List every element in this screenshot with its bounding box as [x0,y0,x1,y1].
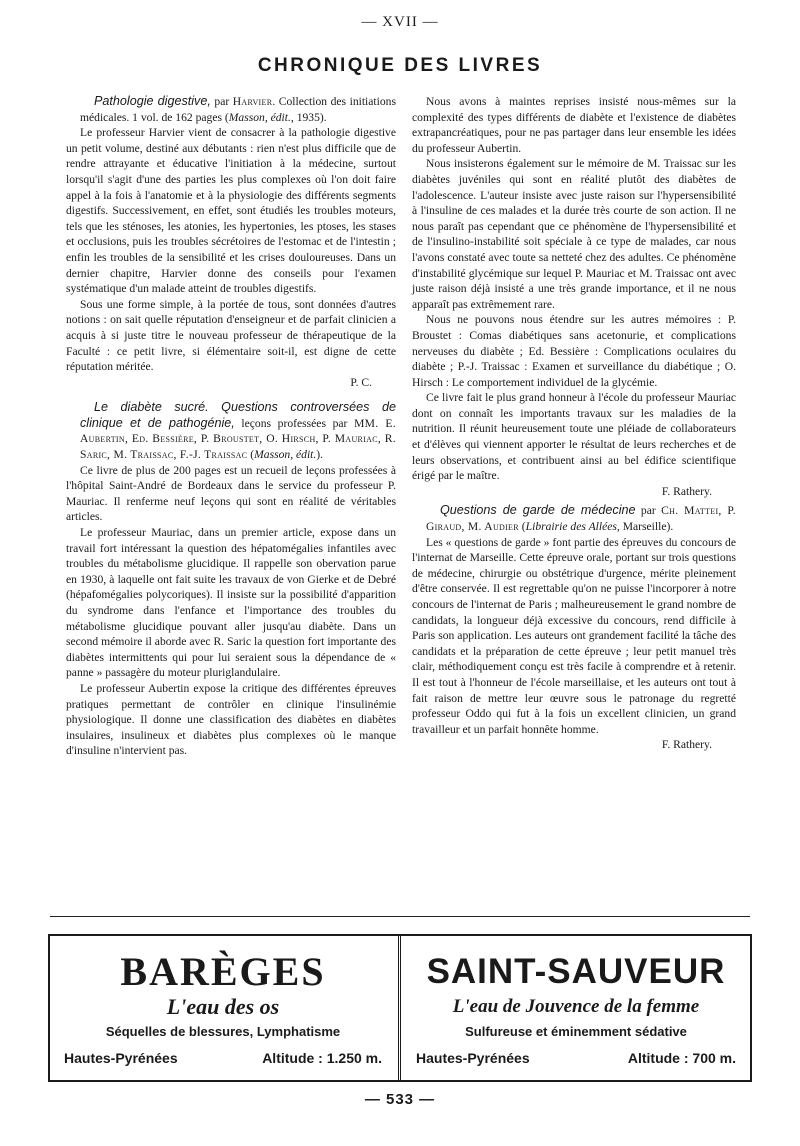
book-publisher: Librairie des Allées [525,520,617,534]
book-authors: MM. E. Aubertin, Ed. Bessière, P. Broustet, O. Hirsch, P. Mauriac, R. Saric, M. Traissac, F.-J. Traissac [80,416,396,462]
review-paragraph: Nous insisterons également sur le mémoire de M. Traissac sur les diabètes juvéniles qui sont en réalité plutôt des diabètes de l'adolescence. L'auteur insiste avec juste raison sur l'hypersensibilité à l'insuline de ces malades et la durée très courte de son action. Il ne nous paraît pas cependant que ce phénomène de l'hypersensibilité et de l'insulino-instabilité soit spéciale à ce type de malades, car nous l'avons constaté avec toute sa netteté chez des adultes. Ce phénomène d'instabilité glycémique sur lequel P. Mauriac et M. Traissac ont avec juste raison déjà insisté a une très grande importance, et il ne nous apparaît pas extrêmement rare. [412,157,736,311]
review-diabete-sucre-continued [412,94,736,499]
review-signature: P. C. [350,375,372,389]
book-author: Harvier [232,95,273,108]
ad-region: Hautes-Pyrénées [64,1050,178,1066]
heading-text: , 1935). [290,110,327,124]
ad-description: Séquelles de blessures, Lymphatisme [105,1024,341,1039]
book-title: Pathologie digestive, [94,94,211,108]
advertisement-bareges [52,936,394,1080]
right-column [412,94,736,753]
roman-page-number: — XVII — [361,14,439,30]
section-divider [50,916,750,917]
heading-text: ). [316,448,324,462]
review-heading [66,94,396,125]
review-pathologie-digestive [66,94,396,390]
heading-text: , Marseille). [616,520,674,534]
review-signature: F. Rathery. [661,738,712,752]
book-title: Questions de garde de médecine [440,503,636,518]
heading-text: . Collection des initiations médicales. 1 vol. de 162 pages ( [80,95,396,124]
ad-altitude: Altitude : 700 m. [627,1050,736,1066]
review-paragraph: Nous ne pouvons nous étendre sur les autres mémoires : P. Broustet : Comas diabétiques sans acetonurie, et complications nerveuses du diabète ; Ed. Bessière : Complications oculaires du diabète ; P.-J. Traissac : Examen et surveillance du diabétique ; O. Hirsch : Le comportement individuel de la glycémie. [412,313,736,389]
review-signature: F. Rathery. [661,484,712,498]
book-publisher: Masson, édit. [254,448,317,462]
heading-text: leçons professées par [234,416,355,430]
heading-text: ( [518,520,526,534]
advertisement-saint-sauveur [404,936,748,1080]
review-paragraph: Le professeur Aubertin expose la critique des différentes épreuves pratiques permettant de contrôler en clinique l'insulinémie physiologique. Il donne une classification des diabètes en diabètes insulaires, insulineux et diabètes plus complexes où le manque d'insuline n'intervient pas. [66,681,396,758]
review-paragraph: Ce livre de plus de 200 pages est un recueil de leçons professées à l'hôpital Saint-André de Bordeaux dans le service du professeur P. Mauriac. Il renferme neuf leçons qui sont en réalité de véritables articles. [66,463,396,524]
heading-text: par [210,95,233,108]
review-questions-de-garde [412,503,736,753]
review-paragraph: Le professeur Harvier vient de consacrer à la pathologie digestive un petit volume, destiné aux débutants : rien n'est plus difficile que de rendre attrayante et éducative l'initiation à la médecine, surtout lorsqu'il s'agit d'une des parties les plus complexes où l'on doit faire appel à la fois à l'anatomie et à la physiologie des différents segments digestifs. Successivement, en effet, sont étudiés les troubles moteurs, tels que les sténoses, les atonies, les hypertonies, les ptoses, les stases et occlusions, puis les troubles sécrétoires de l'estomac et de l'intestin ; enfin les troubles de la sensibilité et les crises douloureuses. Dans un dernier chapitre, Harvier donne des conseils pour l'examen systématique d'un malade atteint de troubles digestifs. [66,126,396,296]
ad-name: BARÈGES [120,949,326,994]
review-paragraph: Ce livre fait le plus grand honneur à l'école du professeur Mauriac dont on connaît les importants travaux sur les maladies de la nutrition. Il réunit heureusement toute une pléiade de collaborateurs et d'élèves qui viennent apporter le résultat de leurs recherches et de leurs observations, et contribuent ainsi au bel édifice scientifique érigé par le maître. [412,391,736,483]
ad-details [52,1049,394,1067]
heading-text: par [635,504,662,518]
ad-description: Sulfureuse et éminemment sédative [465,1024,687,1039]
review-paragraph: Sous une forme simple, à la portée de tous, sont données d'autres notions : on sait quelle réputation d'enseigneur et de parfait clinicien a acquis à si juste titre le nouveau professeur de thérapeutique de la Faculté : ce petit livre, si élémentaire soit-il, est digne de cette réputation méritée. [66,297,396,374]
ad-altitude: Altitude : 1.250 m. [262,1050,382,1066]
ad-tagline: L'eau de Jouvence de la femme [452,996,700,1017]
advertisement-separator [398,934,401,1082]
left-column [66,94,396,759]
review-heading [66,400,396,462]
book-authors: Ch. Mattei, P. Giraud, M. Audier [426,504,736,534]
review-diabete-sucre [66,400,396,759]
review-paragraph: Nous avons à maintes reprises insisté nous-mêmes sur la complexité des types différents de diabète et l'existence de diabètes extrapancréatiques, pour ne pas partager dans leur ensemble les idées du professeur Aubertin. [412,95,736,155]
ad-name: SAINT-SAUVEUR [426,952,726,991]
book-publisher: Masson, édit. [228,110,291,124]
review-heading [412,503,736,534]
page-number: — 533 — [364,1091,436,1108]
review-paragraph: Les « questions de garde » font partie des épreuves du concours de l'internat de Marseille. Cette épreuve orale, portant sur trois questions de médecine, chirurgie ou obstétrique d'urgence, mérite pleinement d'être conservée. Il est regrettable qu'on ne puisse l'incorporer à notre concours de l'internat de Paris ; malheureusement le grand nombre de candidats, la longueur déjà excessive du concours, rend difficile à Paris son application. Les auteurs ont grandement facilité la tâche des candidats et la préparation de cette épreuve ; leur petit manuel très clair, méthodiquement conçu est très facile à comprendre et à retenir. Il est tout à l'honneur de l'école marseillaise, et les auteurs ont tout à fait raison de mettre leur œuvre sous le patronage du regretté professeur Oddo qui fut à la fois un excellent clinicien, un grand travailleur et un parfait honnête homme. [412,535,736,736]
heading-text: ( [247,448,255,462]
section-title: CHRONIQUE DES LIVRES [257,55,543,76]
ad-tagline: L'eau des os [166,994,280,1019]
ad-details [404,1049,748,1067]
book-title: Le diabète sucré. Questions controversées de clinique et de pathogénie, [80,400,396,430]
review-paragraph: Le professeur Mauriac, dans un premier article, expose dans un travail fort intéressant la question des hépatomégalies infantiles avec troubles du métabolisme glucidique. Il rappelle son obervation parue en 1930, à laquelle ont fait suite les travaux de von Gierke et de Debré (hépafomégalies polycoriques). Il insiste sur la possibilité d'apparition du syndrome dans l'enfance et l'importance des troubles du métabolisme glucidique pouvant aller jusqu'au diabète. Dans un second mémoire il aborde avec R. Saric la question fort importante des diabètes intermittents qui pour lui seraient sous la dépendance de « panne » passagère du moteur pluriglandulaire. [66,526,396,680]
ad-region: Hautes-Pyrénées [416,1050,530,1066]
